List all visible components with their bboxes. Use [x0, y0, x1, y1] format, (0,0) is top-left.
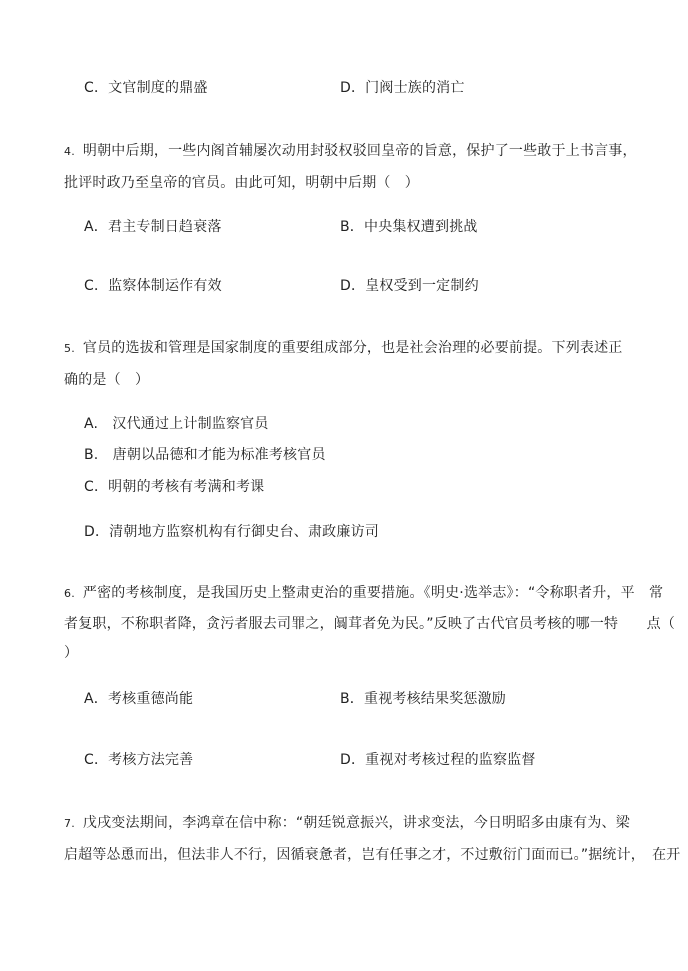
q6-option-d: D．重视对考核过程的监察监督 — [340, 752, 536, 768]
q5-stem-line-1 — [64, 338, 623, 359]
q6-stem-line-3: ） — [64, 645, 79, 661]
q4-stem-line-2: 批评时政乃至皇帝的官员。由此可知，明朝中后期（ ） — [64, 175, 419, 191]
q7-stem-line-2: 启超等怂恿而出，但法非人不行，因循衰惫者，岂有任事之才，不过敷衍门面而已。”据统计， 在开 — [64, 847, 681, 863]
q4-stem-line-1 — [64, 141, 637, 162]
q6-option-b: B．重视考核结果奖惩激励 — [340, 691, 507, 707]
q6-option-c: C．考核方法完善 — [84, 752, 194, 768]
q5-stem-text-1: 官员的选拔和管理是国家制度的重要组成部分，也是社会治理的必要前提。下列表述正 — [82, 340, 623, 356]
q7-number: 7. — [64, 817, 75, 830]
q3-option-c: C．文官制度的鼎盛 — [84, 80, 208, 96]
q4-option-a: A．君主专制日趋衰落 — [84, 219, 222, 235]
q4-number: 4. — [64, 145, 75, 158]
q5-option-d: D．清朝地方监察机构有行御史台、肃政廉访司 — [84, 524, 379, 540]
q3-option-d: D．门阀士族的消亡 — [340, 80, 465, 96]
q7-stem-line-1 — [64, 813, 630, 834]
q5-option-c: C．明朝的考核有考满和考课 — [84, 479, 265, 495]
q4-option-c: C．监察体制运作有效 — [84, 278, 222, 294]
q6-number: 6. — [64, 587, 75, 600]
q7-stem-text-1: 戊戌变法期间，李鸿章在信中称：“朝廷锐意振兴，讲求变法，今日明昭多由康有为、梁 — [82, 815, 630, 831]
q6-stem-line-1 — [64, 583, 663, 604]
q6-stem-line-2: 者复职，不称职者降，贪污者服去司罪之，阘茸者免为民。”反映了古代官员考核的哪一特 点（ — [64, 616, 676, 632]
q5-option-b: B. 唐朝以品德和才能为标准考核官员 — [84, 447, 326, 463]
q4-option-d: D．皇权受到一定制约 — [340, 278, 479, 294]
q4-option-b: B．中央集权遭到挑战 — [340, 219, 478, 235]
q6-option-a: A．考核重德尚能 — [84, 691, 194, 707]
q5-option-a: A. 汉代通过上计制监察官员 — [84, 416, 269, 432]
q4-stem-text-1: 明朝中后期，一些内阁首辅屡次动用封驳权驳回皇帝的旨意，保护了一些敢于上书言事， — [82, 143, 637, 159]
q5-stem-line-2: 确的是（ ） — [64, 372, 150, 388]
q5-number: 5. — [64, 342, 75, 355]
q6-stem-text-1: 严密的考核制度，是我国历史上整肃吏治的重要措施。《明史·选举志》：“令称职者升，平 常 — [82, 585, 664, 601]
